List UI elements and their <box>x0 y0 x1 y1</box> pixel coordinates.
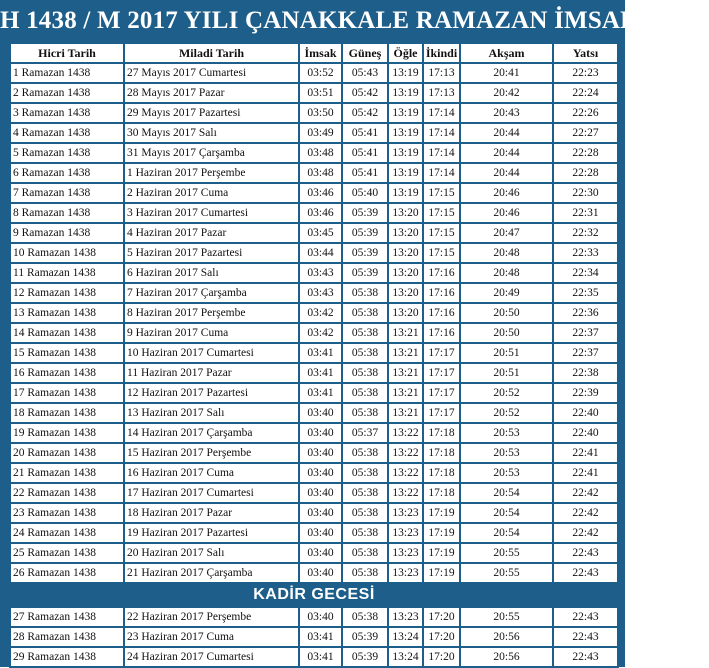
ogle-time-cell: 13:19 <box>388 163 423 183</box>
table-row <box>10 183 618 203</box>
gunes-time-cell: 05:38 <box>342 543 388 563</box>
miladi-date-cell: 12 Haziran 2017 Pazartesi <box>124 383 299 403</box>
column-header-gunes: Güneş <box>342 43 388 63</box>
imsak-time-cell: 03:50 <box>299 103 342 123</box>
imsak-time-cell: 03:51 <box>299 83 342 103</box>
ikindi-time-cell: 17:18 <box>423 483 460 503</box>
imsak-time-cell: 03:40 <box>299 403 342 423</box>
ogle-time-cell: 13:23 <box>388 607 423 627</box>
ikindi-time-cell: 17:17 <box>423 343 460 363</box>
ogle-time-cell: 13:19 <box>388 83 423 103</box>
gunes-time-cell: 05:41 <box>342 123 388 143</box>
hicri-date-cell: 4 Ramazan 1438 <box>10 123 124 143</box>
yatsi-time-cell: 22:43 <box>553 607 618 627</box>
table-row <box>10 323 618 343</box>
aksam-time-cell: 20:43 <box>460 103 553 123</box>
hicri-date-cell: 29 Ramazan 1438 <box>10 647 124 667</box>
ogle-time-cell: 13:19 <box>388 63 423 83</box>
miladi-date-cell: 1 Haziran 2017 Perşembe <box>124 163 299 183</box>
hicri-date-cell: 14 Ramazan 1438 <box>10 323 124 343</box>
hicri-date-cell: 23 Ramazan 1438 <box>10 503 124 523</box>
ikindi-time-cell: 17:19 <box>423 543 460 563</box>
imsak-time-cell: 03:43 <box>299 283 342 303</box>
aksam-time-cell: 20:50 <box>460 323 553 343</box>
imsak-time-cell: 03:40 <box>299 543 342 563</box>
ogle-time-cell: 13:20 <box>388 243 423 263</box>
ikindi-time-cell: 17:17 <box>423 403 460 423</box>
gunes-time-cell: 05:39 <box>342 627 388 647</box>
hicri-date-cell: 1 Ramazan 1438 <box>10 63 124 83</box>
gunes-time-cell: 05:38 <box>342 523 388 543</box>
table-row <box>10 123 618 143</box>
column-header-miladi: Miladi Tarih <box>124 43 299 63</box>
ogle-time-cell: 13:24 <box>388 647 423 667</box>
column-header-ogle: Öğle <box>388 43 423 63</box>
yatsi-time-cell: 22:42 <box>553 503 618 523</box>
hicri-date-cell: 25 Ramazan 1438 <box>10 543 124 563</box>
imsak-time-cell: 03:40 <box>299 503 342 523</box>
imsak-time-cell: 03:42 <box>299 303 342 323</box>
yatsi-time-cell: 22:42 <box>553 483 618 503</box>
imsak-time-cell: 03:41 <box>299 343 342 363</box>
ikindi-time-cell: 17:20 <box>423 627 460 647</box>
table-row <box>10 483 618 503</box>
yatsi-time-cell: 22:33 <box>553 243 618 263</box>
aksam-time-cell: 20:53 <box>460 443 553 463</box>
table-row <box>10 503 618 523</box>
hicri-date-cell: 15 Ramazan 1438 <box>10 343 124 363</box>
miladi-date-cell: 23 Haziran 2017 Cuma <box>124 627 299 647</box>
imsak-time-cell: 03:41 <box>299 627 342 647</box>
imsak-time-cell: 03:48 <box>299 163 342 183</box>
table-row <box>10 303 618 323</box>
yatsi-time-cell: 22:32 <box>553 223 618 243</box>
hicri-date-cell: 5 Ramazan 1438 <box>10 143 124 163</box>
miladi-date-cell: 6 Haziran 2017 Salı <box>124 263 299 283</box>
yatsi-time-cell: 22:27 <box>553 123 618 143</box>
yatsi-time-cell: 22:37 <box>553 323 618 343</box>
ikindi-time-cell: 17:14 <box>423 163 460 183</box>
aksam-time-cell: 20:55 <box>460 543 553 563</box>
miladi-date-cell: 18 Haziran 2017 Pazar <box>124 503 299 523</box>
ogle-time-cell: 13:22 <box>388 463 423 483</box>
gunes-time-cell: 05:39 <box>342 243 388 263</box>
table-row <box>10 83 618 103</box>
aksam-time-cell: 20:44 <box>460 143 553 163</box>
aksam-time-cell: 20:56 <box>460 647 553 667</box>
ikindi-time-cell: 17:19 <box>423 503 460 523</box>
ogle-time-cell: 13:22 <box>388 423 423 443</box>
yatsi-time-cell: 22:35 <box>553 283 618 303</box>
aksam-time-cell: 20:55 <box>460 607 553 627</box>
table-row <box>10 203 618 223</box>
hicri-date-cell: 16 Ramazan 1438 <box>10 363 124 383</box>
imsak-time-cell: 03:46 <box>299 183 342 203</box>
column-header-aksam: Akşam <box>460 43 553 63</box>
miladi-date-cell: 7 Haziran 2017 Çarşamba <box>124 283 299 303</box>
yatsi-time-cell: 22:38 <box>553 363 618 383</box>
aksam-time-cell: 20:42 <box>460 83 553 103</box>
imsak-time-cell: 03:49 <box>299 123 342 143</box>
gunes-time-cell: 05:42 <box>342 103 388 123</box>
aksam-time-cell: 20:44 <box>460 163 553 183</box>
table-row <box>10 543 618 563</box>
yatsi-time-cell: 22:41 <box>553 443 618 463</box>
table-row <box>10 283 618 303</box>
gunes-time-cell: 05:41 <box>342 163 388 183</box>
column-header-hicri: Hicri Tarih <box>10 43 124 63</box>
table-row <box>10 343 618 363</box>
miladi-date-cell: 19 Haziran 2017 Pazartesi <box>124 523 299 543</box>
hicri-date-cell: 21 Ramazan 1438 <box>10 463 124 483</box>
hicri-date-cell: 20 Ramazan 1438 <box>10 443 124 463</box>
table-row <box>10 103 618 123</box>
ikindi-time-cell: 17:16 <box>423 263 460 283</box>
yatsi-time-cell: 22:43 <box>553 563 618 583</box>
ikindi-time-cell: 17:20 <box>423 607 460 627</box>
gunes-time-cell: 05:42 <box>342 83 388 103</box>
aksam-time-cell: 20:54 <box>460 503 553 523</box>
ikindi-time-cell: 17:15 <box>423 203 460 223</box>
miladi-date-cell: 3 Haziran 2017 Cumartesi <box>124 203 299 223</box>
aksam-time-cell: 20:54 <box>460 483 553 503</box>
table-row <box>10 523 618 543</box>
imsak-time-cell: 03:52 <box>299 63 342 83</box>
ikindi-time-cell: 17:15 <box>423 223 460 243</box>
table-row <box>10 263 618 283</box>
miladi-date-cell: 2 Haziran 2017 Cuma <box>124 183 299 203</box>
yatsi-time-cell: 22:42 <box>553 523 618 543</box>
table-header-row <box>10 43 618 63</box>
aksam-time-cell: 20:49 <box>460 283 553 303</box>
hicri-date-cell: 19 Ramazan 1438 <box>10 423 124 443</box>
ogle-time-cell: 13:22 <box>388 483 423 503</box>
hicri-date-cell: 12 Ramazan 1438 <box>10 283 124 303</box>
gunes-time-cell: 05:38 <box>342 363 388 383</box>
gunes-time-cell: 05:38 <box>342 283 388 303</box>
yatsi-time-cell: 22:28 <box>553 163 618 183</box>
miladi-date-cell: 4 Haziran 2017 Pazar <box>124 223 299 243</box>
hicri-date-cell: 28 Ramazan 1438 <box>10 627 124 647</box>
table-row <box>10 143 618 163</box>
miladi-date-cell: 17 Haziran 2017 Cumartesi <box>124 483 299 503</box>
gunes-time-cell: 05:38 <box>342 483 388 503</box>
table-row <box>10 443 618 463</box>
hicri-date-cell: 13 Ramazan 1438 <box>10 303 124 323</box>
ogle-time-cell: 13:20 <box>388 223 423 243</box>
yatsi-time-cell: 22:41 <box>553 463 618 483</box>
ogle-time-cell: 13:23 <box>388 503 423 523</box>
yatsi-time-cell: 22:43 <box>553 627 618 647</box>
ikindi-time-cell: 17:14 <box>423 103 460 123</box>
ogle-time-cell: 13:21 <box>388 363 423 383</box>
ikindi-time-cell: 17:18 <box>423 463 460 483</box>
miladi-date-cell: 14 Haziran 2017 Çarşamba <box>124 423 299 443</box>
yatsi-time-cell: 22:43 <box>553 543 618 563</box>
table-row <box>10 223 618 243</box>
imsak-time-cell: 03:44 <box>299 243 342 263</box>
table-row <box>10 383 618 403</box>
miladi-date-cell: 30 Mayıs 2017 Salı <box>124 123 299 143</box>
aksam-time-cell: 20:44 <box>460 123 553 143</box>
ogle-time-cell: 13:19 <box>388 183 423 203</box>
hicri-date-cell: 27 Ramazan 1438 <box>10 607 124 627</box>
ikindi-time-cell: 17:19 <box>423 563 460 583</box>
gunes-time-cell: 05:38 <box>342 607 388 627</box>
table-body <box>10 63 618 667</box>
yatsi-time-cell: 22:23 <box>553 63 618 83</box>
ogle-time-cell: 13:21 <box>388 323 423 343</box>
gunes-time-cell: 05:39 <box>342 203 388 223</box>
hicri-date-cell: 6 Ramazan 1438 <box>10 163 124 183</box>
ikindi-time-cell: 17:14 <box>423 123 460 143</box>
ogle-time-cell: 13:20 <box>388 283 423 303</box>
aksam-time-cell: 20:41 <box>460 63 553 83</box>
imsak-time-cell: 03:40 <box>299 463 342 483</box>
aksam-time-cell: 20:50 <box>460 303 553 323</box>
aksam-time-cell: 20:52 <box>460 383 553 403</box>
yatsi-time-cell: 22:34 <box>553 263 618 283</box>
ikindi-time-cell: 17:13 <box>423 63 460 83</box>
ogle-time-cell: 13:19 <box>388 123 423 143</box>
yatsi-time-cell: 22:26 <box>553 103 618 123</box>
imsak-time-cell: 03:41 <box>299 383 342 403</box>
hicri-date-cell: 22 Ramazan 1438 <box>10 483 124 503</box>
table-row <box>10 63 618 83</box>
imsak-time-cell: 03:46 <box>299 203 342 223</box>
yatsi-time-cell: 22:39 <box>553 383 618 403</box>
hicri-date-cell: 24 Ramazan 1438 <box>10 523 124 543</box>
hicri-date-cell: 7 Ramazan 1438 <box>10 183 124 203</box>
ikindi-time-cell: 17:17 <box>423 363 460 383</box>
ikindi-time-cell: 17:20 <box>423 647 460 667</box>
imsak-time-cell: 03:40 <box>299 607 342 627</box>
table-row <box>10 363 618 383</box>
ogle-time-cell: 13:19 <box>388 103 423 123</box>
ikindi-time-cell: 17:19 <box>423 523 460 543</box>
ogle-time-cell: 13:20 <box>388 303 423 323</box>
gunes-time-cell: 05:38 <box>342 403 388 423</box>
ogle-time-cell: 13:23 <box>388 563 423 583</box>
miladi-date-cell: 15 Haziran 2017 Perşembe <box>124 443 299 463</box>
ogle-time-cell: 13:23 <box>388 543 423 563</box>
gunes-time-cell: 05:37 <box>342 423 388 443</box>
imsak-time-cell: 03:40 <box>299 483 342 503</box>
ogle-time-cell: 13:21 <box>388 343 423 363</box>
miladi-date-cell: 31 Mayıs 2017 Çarşamba <box>124 143 299 163</box>
imsak-time-cell: 03:40 <box>299 443 342 463</box>
gunes-time-cell: 05:38 <box>342 323 388 343</box>
ogle-time-cell: 13:20 <box>388 203 423 223</box>
ikindi-time-cell: 17:13 <box>423 83 460 103</box>
miladi-date-cell: 8 Haziran 2017 Perşembe <box>124 303 299 323</box>
yatsi-time-cell: 22:40 <box>553 403 618 423</box>
hicri-date-cell: 17 Ramazan 1438 <box>10 383 124 403</box>
yatsi-time-cell: 22:36 <box>553 303 618 323</box>
hicri-date-cell: 2 Ramazan 1438 <box>10 83 124 103</box>
gunes-time-cell: 05:38 <box>342 463 388 483</box>
ikindi-time-cell: 17:16 <box>423 283 460 303</box>
table-row <box>10 403 618 423</box>
yatsi-time-cell: 22:40 <box>553 423 618 443</box>
imsak-time-cell: 03:40 <box>299 423 342 443</box>
kadir-gecesi-row <box>10 583 618 607</box>
hicri-date-cell: 10 Ramazan 1438 <box>10 243 124 263</box>
imsak-time-cell: 03:41 <box>299 363 342 383</box>
page-title: H 1438 / M 2017 YILI ÇANAKKALE RAMAZAN İMSAKİYESİ <box>0 7 709 34</box>
gunes-time-cell: 05:38 <box>342 383 388 403</box>
yatsi-time-cell: 22:37 <box>553 343 618 363</box>
imsak-time-cell: 03:43 <box>299 263 342 283</box>
aksam-time-cell: 20:53 <box>460 463 553 483</box>
aksam-time-cell: 20:56 <box>460 627 553 647</box>
gunes-time-cell: 05:38 <box>342 343 388 363</box>
miladi-date-cell: 9 Haziran 2017 Cuma <box>124 323 299 343</box>
imsak-time-cell: 03:41 <box>299 647 342 667</box>
hicri-date-cell: 8 Ramazan 1438 <box>10 203 124 223</box>
kadir-gecesi-label: KADİR GECESİ <box>10 583 618 607</box>
ikindi-time-cell: 17:18 <box>423 423 460 443</box>
imsak-time-cell: 03:40 <box>299 563 342 583</box>
table-row <box>10 563 618 583</box>
hicri-date-cell: 3 Ramazan 1438 <box>10 103 124 123</box>
ogle-time-cell: 13:24 <box>388 627 423 647</box>
miladi-date-cell: 21 Haziran 2017 Çarşamba <box>124 563 299 583</box>
imsakiye-table <box>9 42 619 668</box>
gunes-time-cell: 05:38 <box>342 563 388 583</box>
gunes-time-cell: 05:38 <box>342 503 388 523</box>
miladi-date-cell: 27 Mayıs 2017 Cumartesi <box>124 63 299 83</box>
ikindi-time-cell: 17:16 <box>423 303 460 323</box>
aksam-time-cell: 20:46 <box>460 203 553 223</box>
table-row <box>10 423 618 443</box>
ogle-time-cell: 13:22 <box>388 443 423 463</box>
yatsi-time-cell: 22:31 <box>553 203 618 223</box>
imsak-time-cell: 03:40 <box>299 523 342 543</box>
hicri-date-cell: 18 Ramazan 1438 <box>10 403 124 423</box>
hicri-date-cell: 9 Ramazan 1438 <box>10 223 124 243</box>
gunes-time-cell: 05:39 <box>342 647 388 667</box>
hicri-date-cell: 26 Ramazan 1438 <box>10 563 124 583</box>
aksam-time-cell: 20:47 <box>460 223 553 243</box>
aksam-time-cell: 20:48 <box>460 263 553 283</box>
miladi-date-cell: 20 Haziran 2017 Salı <box>124 543 299 563</box>
gunes-time-cell: 05:40 <box>342 183 388 203</box>
yatsi-time-cell: 22:28 <box>553 143 618 163</box>
table-row <box>10 627 618 647</box>
aksam-time-cell: 20:51 <box>460 363 553 383</box>
column-header-ikindi: İkindi <box>423 43 460 63</box>
table-row <box>10 163 618 183</box>
hicri-date-cell: 11 Ramazan 1438 <box>10 263 124 283</box>
aksam-time-cell: 20:48 <box>460 243 553 263</box>
table-row <box>10 607 618 627</box>
yatsi-time-cell: 22:24 <box>553 83 618 103</box>
gunes-time-cell: 05:39 <box>342 223 388 243</box>
table-row <box>10 243 618 263</box>
miladi-date-cell: 5 Haziran 2017 Pazartesi <box>124 243 299 263</box>
ikindi-time-cell: 17:18 <box>423 443 460 463</box>
yatsi-time-cell: 22:30 <box>553 183 618 203</box>
ikindi-time-cell: 17:15 <box>423 183 460 203</box>
imsak-time-cell: 03:48 <box>299 143 342 163</box>
miladi-date-cell: 11 Haziran 2017 Pazar <box>124 363 299 383</box>
aksam-time-cell: 20:55 <box>460 563 553 583</box>
yatsi-time-cell: 22:43 <box>553 647 618 667</box>
aksam-time-cell: 20:46 <box>460 183 553 203</box>
ogle-time-cell: 13:21 <box>388 383 423 403</box>
column-header-imsak: İmsak <box>299 43 342 63</box>
aksam-time-cell: 20:52 <box>460 403 553 423</box>
gunes-time-cell: 05:38 <box>342 303 388 323</box>
aksam-time-cell: 20:51 <box>460 343 553 363</box>
aksam-time-cell: 20:54 <box>460 523 553 543</box>
ikindi-time-cell: 17:17 <box>423 383 460 403</box>
column-header-yatsi: Yatsı <box>553 43 618 63</box>
ikindi-time-cell: 17:16 <box>423 323 460 343</box>
table-row <box>10 647 618 667</box>
table-row <box>10 463 618 483</box>
ogle-time-cell: 13:19 <box>388 143 423 163</box>
gunes-time-cell: 05:41 <box>342 143 388 163</box>
gunes-time-cell: 05:39 <box>342 263 388 283</box>
ogle-time-cell: 13:23 <box>388 523 423 543</box>
ikindi-time-cell: 17:15 <box>423 243 460 263</box>
gunes-time-cell: 05:43 <box>342 63 388 83</box>
imsak-time-cell: 03:45 <box>299 223 342 243</box>
imsak-time-cell: 03:42 <box>299 323 342 343</box>
miladi-date-cell: 24 Haziran 2017 Cumartesi <box>124 647 299 667</box>
miladi-date-cell: 16 Haziran 2017 Cuma <box>124 463 299 483</box>
miladi-date-cell: 29 Mayıs 2017 Pazartesi <box>124 103 299 123</box>
ogle-time-cell: 13:21 <box>388 403 423 423</box>
gunes-time-cell: 05:38 <box>342 443 388 463</box>
ikindi-time-cell: 17:14 <box>423 143 460 163</box>
miladi-date-cell: 28 Mayıs 2017 Pazar <box>124 83 299 103</box>
miladi-date-cell: 10 Haziran 2017 Cumartesi <box>124 343 299 363</box>
aksam-time-cell: 20:53 <box>460 423 553 443</box>
ogle-time-cell: 13:20 <box>388 263 423 283</box>
miladi-date-cell: 22 Haziran 2017 Perşembe <box>124 607 299 627</box>
miladi-date-cell: 13 Haziran 2017 Salı <box>124 403 299 423</box>
